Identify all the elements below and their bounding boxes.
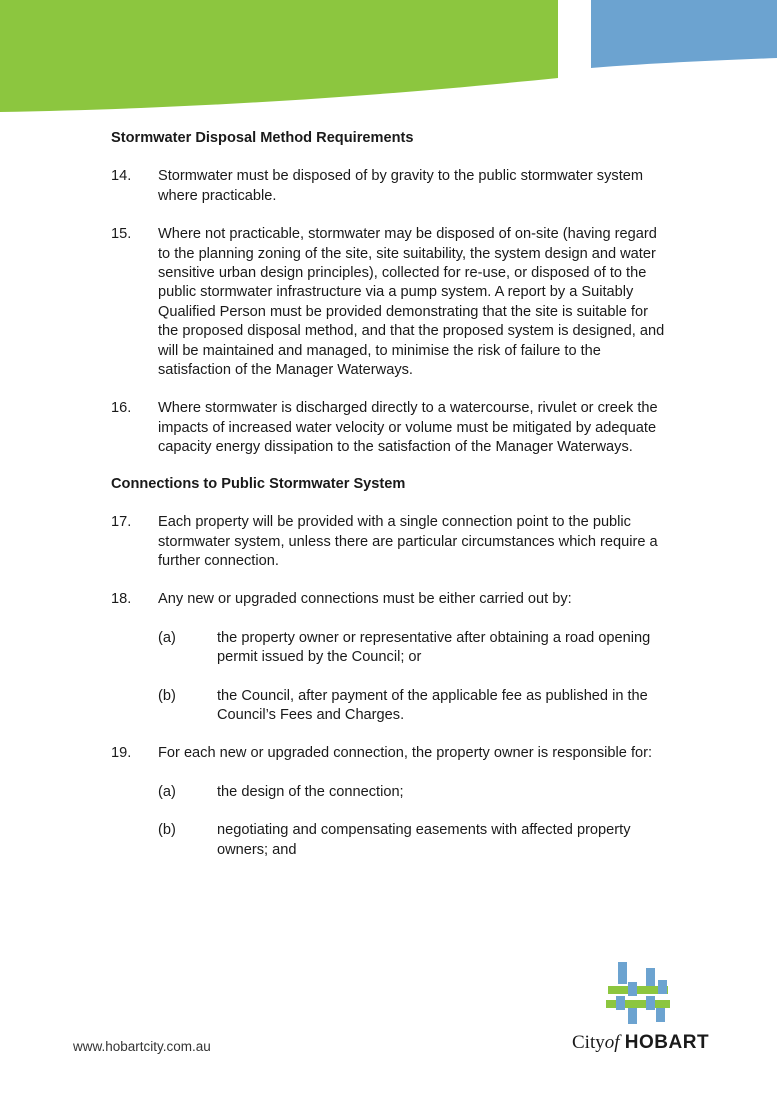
- logo-hobart: HOBART: [624, 1032, 710, 1053]
- logo-city: City: [572, 1032, 605, 1053]
- clause-number: 16.: [111, 400, 132, 417]
- clause-text: Any new or upgraded connections must be either carried out by:: [158, 591, 572, 608]
- city-of-hobart-logo: [570, 960, 710, 1060]
- clause-19-b: [111, 821, 671, 860]
- document-body: [111, 129, 671, 860]
- subclause-text: the property owner or representative after obtaining a road opening permit issued by the Council; or: [217, 629, 651, 666]
- clause-18-a: [111, 629, 671, 668]
- clause-text: For each new or upgraded connection, the property owner is responsible for:: [158, 745, 653, 762]
- header-blue-block: [591, 0, 777, 68]
- clause-text: Stormwater must be disposed of by gravity to the public stormwater system where practicable.: [158, 168, 644, 204]
- clause-text: Each property will be provided with a single connection point to the public stormwater system, unless there are particular circumstances which require a further connection.: [158, 514, 658, 569]
- clause-16: [111, 399, 671, 457]
- clause-14: [111, 167, 671, 206]
- clause-text: Where not practicable, stormwater may be disposed of on-site (having regard to the planning zoning of the site, site suitability, the system design and water sensitive urban design principles), collected for re-use, or disposed of to the public stormwater infrastructure via a pump system. A report by a Suitably Qualified Person must be provided demonstrating that the site is suitable for the proposed disposal method, and that the proposed system is designed, and will be maintained and managed, to minimise the risk of failure to the satisfaction of the Manager Waterways.: [158, 226, 665, 379]
- clause-text: Where stormwater is discharged directly to a watercourse, rivulet or creek the impacts of increased water velocity or volume must be mitigated by adequate capacity energy dissipation to the satisfaction of the Manager Waterways.: [158, 400, 658, 456]
- clause-19: [111, 744, 671, 763]
- clause-number: 14.: [111, 168, 132, 185]
- subclause-text: negotiating and compensating easements with affected property owners; and: [217, 822, 631, 858]
- logo-of: of: [604, 1032, 620, 1053]
- clause-18: [111, 590, 671, 609]
- subclause-text: the Council, after payment of the applicable fee as published in the Council’s Fees and Charges.: [217, 687, 648, 723]
- hobart-weave-icon: [606, 960, 672, 1026]
- subclause-label: (a): [158, 783, 176, 800]
- logo-wordmark: [572, 1032, 709, 1054]
- clause-number: 15.: [111, 226, 132, 243]
- section-heading-disposal: Stormwater Disposal Method Requirements: [111, 130, 414, 146]
- subclause-label: (b): [158, 822, 176, 839]
- subclause-text: the design of the connection;: [217, 783, 404, 800]
- clause-17: [111, 513, 671, 571]
- clause-number: 18.: [111, 591, 132, 608]
- website-link[interactable]: www.hobartcity.com.au: [73, 1039, 211, 1054]
- section-heading-connections: Connections to Public Stormwater System: [111, 475, 406, 492]
- clause-18-b: [111, 687, 671, 726]
- clause-number: 19.: [111, 745, 132, 762]
- header-green-swoosh: [0, 0, 558, 112]
- clause-15: [111, 225, 671, 380]
- subclause-label: (a): [158, 629, 176, 646]
- header-banner: [0, 0, 777, 120]
- subclause-label: (b): [158, 687, 176, 704]
- clause-19-a: [111, 783, 671, 802]
- clause-number: 17.: [111, 514, 132, 531]
